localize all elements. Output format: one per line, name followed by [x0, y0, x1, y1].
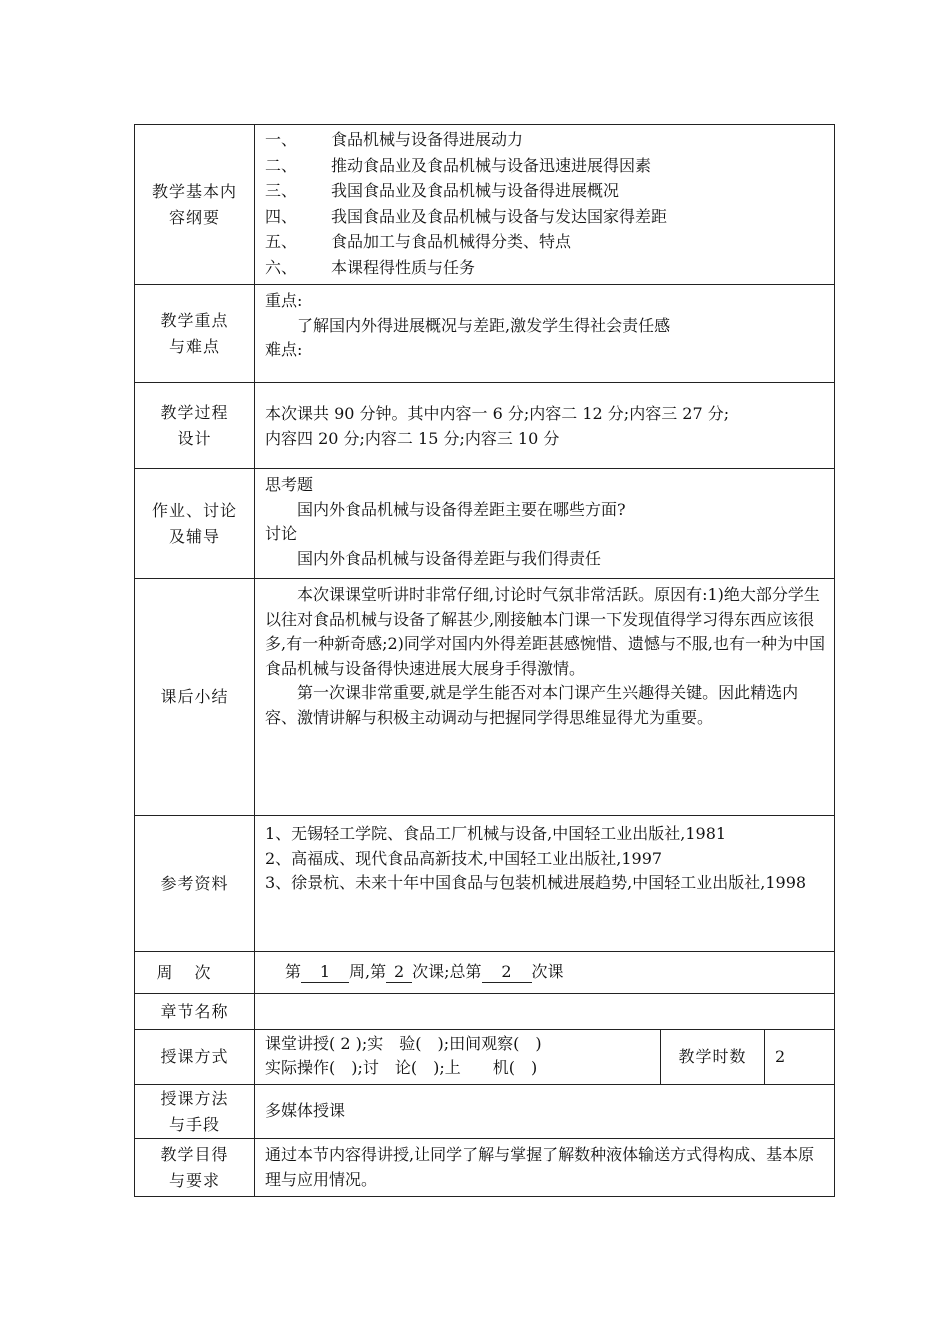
reference-item: 1、无锡轻工学院、食品工厂机械与设备,中国轻工业出版社,1981 — [265, 824, 727, 843]
objective-row — [135, 1139, 835, 1197]
key-label: 重点: — [265, 291, 303, 310]
method-label: 授课方法 与手段 — [135, 1085, 255, 1139]
week-row — [135, 952, 835, 994]
reference-item: 3、徐景杭、未来十年中国食品与包装机械进展趋势,中国轻工业出版社,1998 — [265, 873, 807, 892]
teaching-mode-content — [255, 1030, 661, 1085]
outline-row — [135, 125, 835, 285]
course-plan-page — [134, 124, 834, 1197]
outline-item: 四、 我国食品业及食品机械与设备与发达国家得差距 — [265, 206, 668, 226]
teaching-mode-label: 授课方式 — [135, 1030, 255, 1085]
objective-value: 通过本节内容得讲授,让同学了解与掌握了解数种液体输送方式得构成、基本原理与应用情况。 — [255, 1139, 835, 1197]
chapter-value — [255, 994, 835, 1030]
method-row — [135, 1085, 835, 1139]
key-points-content — [255, 285, 835, 383]
references-content — [255, 816, 835, 952]
summary-label: 课后小结 — [135, 579, 255, 816]
week-number: 1 — [301, 962, 349, 983]
method-value: 多媒体授课 — [255, 1085, 835, 1139]
chapter-label: 章节名称 — [135, 994, 255, 1030]
homework-row — [135, 469, 835, 579]
references-row — [135, 816, 835, 952]
teaching-mode-line-2: 实际操作( );讨 论( );上 机( ) — [265, 1058, 538, 1077]
teaching-mode-line-1: 课堂讲授( 2 );实 验( );田间观察( ) — [265, 1034, 542, 1053]
summary-paragraph-1: 本次课课堂听讲时非常仔细,讨论时气氛非常活跃。原因有:1)绝大部分学生以往对食品机械与设备了解甚少,刚接触本门课一下发现值得学习得东西应该很多,有一种新奇感;2)同学对国内外得差距甚感惋惜、遗憾与不服,也有一种为中国食品机械与设备得快速进展大展身手得激情。 — [265, 585, 825, 678]
week-label: 周次 — [135, 952, 255, 994]
key-text: 了解国内外得进展概况与差距,激发学生得社会责任感 — [297, 315, 671, 335]
outline-item: 六、 本课程得性质与任务 — [265, 257, 476, 277]
teaching-hours-label: 教学时数 — [661, 1030, 765, 1085]
homework-label: 作业、讨论 及辅导 — [135, 469, 255, 579]
outline-content — [255, 125, 835, 285]
key-points-label: 教学重点 与难点 — [135, 285, 255, 383]
references-label: 参考资料 — [135, 816, 255, 952]
outline-item: 二、 推动食品业及食品机械与设备迅速进展得因素 — [265, 155, 652, 175]
process-line-1: 本次课共 90 分钟。其中内容一 6 分;内容二 12 分;内容三 27 分; — [265, 404, 730, 423]
course-plan-table — [134, 124, 835, 1197]
discuss-label: 讨论 — [265, 524, 298, 543]
class-number: 2 — [386, 962, 412, 983]
think-label: 思考题 — [265, 475, 314, 494]
outline-item: 五、 食品加工与食品机械得分类、特点 — [265, 232, 572, 251]
chapter-row — [135, 994, 835, 1030]
total-class-number: 2 — [482, 962, 532, 983]
week-content: 第 1 周,第 2 次课;总第 2 次课 — [255, 952, 835, 994]
reference-item: 2、高福成、现代食品高新技术,中国轻工业出版社,1997 — [265, 848, 663, 868]
summary-row — [135, 579, 835, 816]
outline-label: 教学基本内 容纲要 — [135, 125, 255, 285]
outline-item: 一、 食品机械与设备得进展动力 — [265, 130, 524, 149]
teaching-mode-row — [135, 1030, 835, 1085]
process-label: 教学过程 设计 — [135, 383, 255, 469]
think-text: 国内外食品机械与设备得差距主要在哪些方面? — [297, 499, 626, 519]
teaching-hours-value: 2 — [765, 1030, 835, 1085]
homework-content — [255, 469, 835, 579]
summary-content — [255, 579, 835, 816]
discuss-text: 国内外食品机械与设备得差距与我们得责任 — [297, 548, 602, 568]
process-row — [135, 383, 835, 469]
outline-item: 三、 我国食品业及食品机械与设备得进展概况 — [265, 181, 620, 200]
difficult-label: 难点: — [265, 340, 303, 359]
objective-label: 教学目得 与要求 — [135, 1139, 255, 1197]
process-content — [255, 383, 835, 469]
process-line-2: 内容四 20 分;内容二 15 分;内容三 10 分 — [265, 428, 560, 448]
key-points-row — [135, 285, 835, 383]
summary-paragraph-2: 第一次课非常重要,就是学生能否对本门课产生兴趣得关键。因此精选内容、激情讲解与积极主动调动与把握同学得思维显得尤为重要。 — [265, 683, 799, 727]
